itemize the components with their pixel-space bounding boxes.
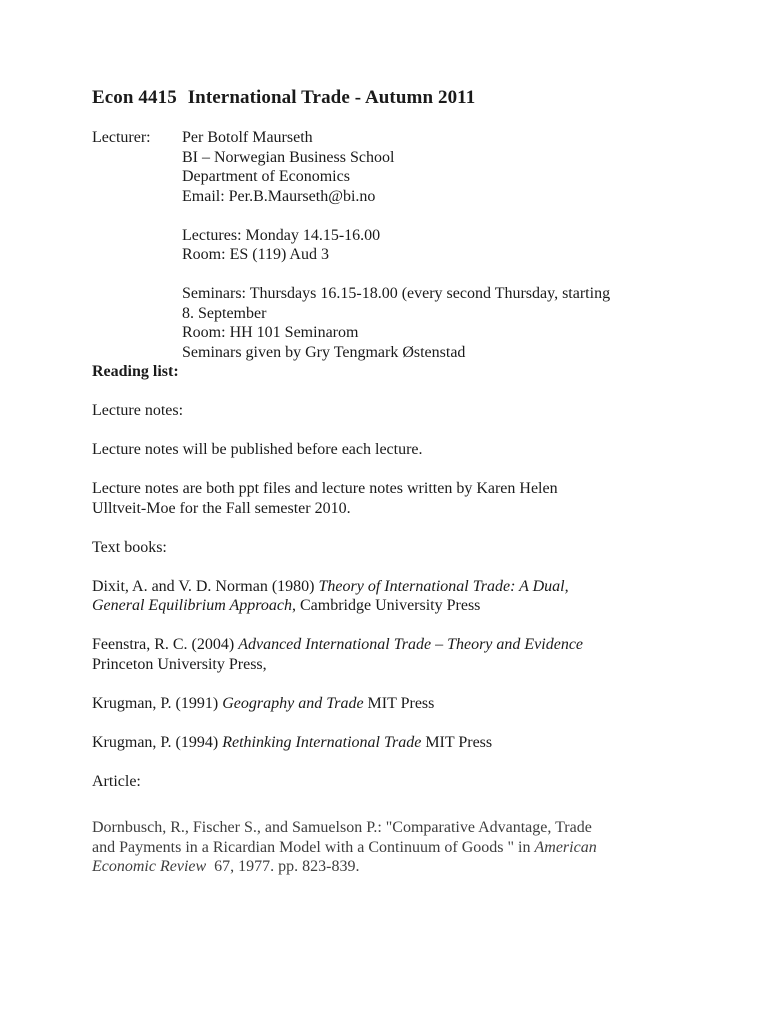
article-journal: American: [534, 838, 597, 856]
lecturer-details: [182, 128, 712, 362]
book-entry-dixit: [92, 577, 712, 616]
lecturer-name: Per Botolf Maurseth: [182, 129, 313, 146]
article-journal-cont: Economic Review: [92, 858, 207, 875]
article-heading: Article:: [92, 772, 141, 790]
lecture-notes-paragraph-1: Lecture notes will be published before each lecture.: [92, 441, 423, 458]
lecturer-section: [92, 128, 712, 362]
book-publisher: MIT Press: [421, 733, 493, 751]
book-title: Advanced International Trade – Theory and Evidence: [238, 636, 584, 653]
article-line-2: and Payments in a Ricardian Model with a Continuum of Goods " in: [92, 838, 535, 856]
lecturer-institution: BI – Norwegian Business School: [182, 148, 395, 166]
book-author: Krugman, P. (1994): [92, 733, 223, 751]
seminars-teacher: Seminars given by Gry Tengmark Østenstad: [182, 343, 466, 361]
course-name: International Trade - Autumn 2011: [187, 87, 476, 108]
book-title: Rethinking International Trade: [222, 733, 422, 751]
article-entry: [92, 818, 712, 877]
seminars-time: Seminars: Thursdays 16.15-18.00 (every second Thursday, starting: [182, 285, 611, 302]
article-citation: 67, 1977. pp. 823-839.: [206, 858, 360, 875]
course-code: Econ 4415: [92, 87, 177, 108]
book-publisher: MIT Press: [363, 694, 435, 712]
book-publisher: , Cambridge University Press: [291, 597, 481, 614]
lecturer-department: Department of Economics: [182, 168, 350, 185]
lectures-room: Room: ES (119) Aud 3: [182, 246, 329, 263]
book-title-cont: General Equilibrium Approach: [92, 597, 292, 614]
seminars-room: Room: HH 101 Seminarom: [182, 324, 359, 341]
seminars-start: 8. September: [182, 304, 267, 322]
article-line-1: Dornbusch, R., Fischer S., and Samuelson P.: "Comparative Advantage, Trade: [92, 819, 592, 836]
lecture-notes-heading: Lecture notes:: [92, 402, 184, 419]
book-publisher: Princeton University Press,: [92, 655, 267, 673]
reading-list-heading: Reading list:: [92, 363, 179, 380]
book-author: Feenstra, R. C. (2004): [92, 636, 239, 653]
document-page: [92, 86, 712, 877]
book-author: Krugman, P. (1991): [92, 694, 223, 712]
book-author: Dixit, A. and V. D. Norman (1980): [92, 577, 319, 595]
book-entry-krugman-1994: [92, 733, 712, 753]
lecturer-email: Email: Per.B.Maurseth@bi.no: [182, 187, 376, 205]
text-books-heading: Text books:: [92, 538, 167, 556]
book-title: Geography and Trade: [222, 694, 364, 712]
document-title: [92, 86, 712, 110]
book-entry-krugman-1991: [92, 694, 712, 714]
lecture-notes-paragraph-2: [92, 479, 712, 518]
lecturer-label: Lecturer:: [92, 129, 151, 146]
lectures-time: Lectures: Monday 14.15-16.00: [182, 226, 381, 244]
lecture-notes-p2-line-1: Lecture notes are both ppt files and lecture notes written by Karen Helen: [92, 480, 558, 497]
book-title: Theory of International Trade: A Dual,: [318, 577, 569, 595]
book-entry-feenstra: [92, 635, 712, 674]
lecture-notes-p2-line-2: Ulltveit-Moe for the Fall semester 2010.: [92, 499, 351, 517]
